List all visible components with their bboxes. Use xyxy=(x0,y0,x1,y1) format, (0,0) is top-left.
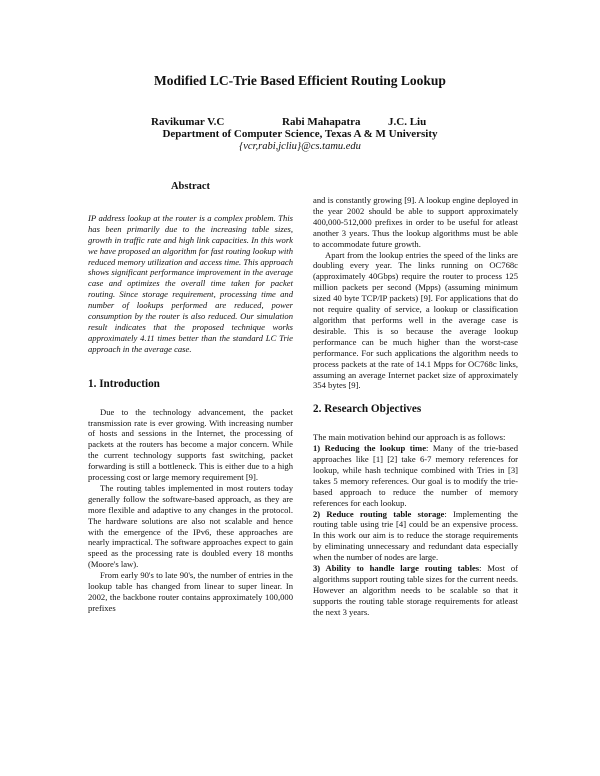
introduction-heading: 1. Introduction xyxy=(88,377,160,390)
intro-paragraph: Due to the technology advancement, the packet transmission rate is ever growing. With increasing number of hosts and sessions in the Internet, the processing of packets at the routers has become a major concern. While the current technology supports fast switching, packet forwarding is still a bottleneck. This is either due to a high processing cost or large memory requirement [9]. xyxy=(88,406,293,483)
paper-title: Modified LC-Trie Based Efficient Routing Lookup xyxy=(154,73,446,88)
objective-item xyxy=(313,443,518,508)
objective-label: 1) Reducing the lookup time xyxy=(313,443,427,454)
body-paragraph: Apart from the lookup entries the speed of the links are doubling every year. The links running on OC768c (approximately 40Gbps) require the router to process 125 million packets per second (Mpps) (assuming minimum sized 40 byte TCP/IP packets) [9]. For applications that do not require quality of service, a lookup or classification algorithm that performs well in the average case is desirable. This is so because the average lookup performance can be much higher than the worst-case performance. For such applications the algorithm needs to process packets at the rate of 14.1 Mpps for OC768c links, assuming an average Internet packet size of approximately 354 bytes [9]. xyxy=(313,249,518,391)
author-name: J.C. Liu xyxy=(388,116,427,128)
objective-label: 3) Ability to handle large routing tables xyxy=(313,563,480,574)
intro-paragraph: From early 90's to late 90's, the number of entries in the lookup table has changed from linear to super linear. In 2002, the backbone router contains approximately 100,000 prefixes xyxy=(88,570,293,613)
body-paragraph: and is constantly growing [9]. A lookup engine deployed in the year 2002 should be able to support approximately 400,000-512,000 prefixes in order to be useful for atleast another 3 years. Thus the lookup algorithms must be able to accommodate future growth. xyxy=(313,195,518,249)
research-objectives-heading: 2. Research Objectives xyxy=(313,403,422,416)
affiliation: Department of Computer Science, Texas A & M University xyxy=(162,128,438,140)
abstract-heading: Abstract xyxy=(170,181,211,192)
objectives-intro: The main motivation behind our approach is as follows: xyxy=(313,432,506,443)
author-name: Rabi Mahapatra xyxy=(282,116,361,128)
objective-item xyxy=(313,563,518,618)
author-name: Ravikumar V.C xyxy=(151,116,225,128)
objective-text: : Many of the trie-based approaches like [1] [2] take 6-7 memory references for lookup, while hash technique combined with Tries in [3] takes 5 memory references. Our goal is to modify the trie-based approach to reduce the number of memory references for each lookup. xyxy=(313,443,518,508)
author-email: {vcr,rabi,jcliu}@cs.tamu.edu xyxy=(239,141,361,152)
objective-label: 2) Reduce routing table storage xyxy=(313,508,445,519)
objective-text: : Implementing the routing table using trie [4] could be an expensive process. In this work our aim is to reduce the storage requirements by eliminating unnecessary and redundant data especially when the number of nodes are large. xyxy=(313,508,518,563)
abstract-text: IP address lookup at the router is a complex problem. This has been primarily due to the increasing table sizes, growth in traffic rate and high link capacities. In this work we have proposed an algorithm for fast routing lookup with reduced memory utilization and access time. This approach shows significant performance improvement in the average case and optimizes the overall time taken for packet routing. Since storage requirement, processing time and number of lookups performed are reduced, power consumption by the router is also reduced. Our simulation result indicates that the proposed technique works approximately 4.11 times better than the standard LC Trie approach in the average case. xyxy=(88,212,293,354)
intro-paragraph: The routing tables implemented in most routers today generally follow the software-based approach, as they are more flexible and adaptive to any changes in the protocol. The hardware solutions are also not scalable and hence with the emergence of the IPv6, these approaches are nearly impractical. The software approaches expect to gain speed as the processing rate is doubled every 18 months (Moore's law). xyxy=(88,482,293,570)
left-column xyxy=(88,182,293,614)
objective-item xyxy=(313,509,518,564)
objective-text: : Most of algorithms support routing table sizes for the current needs. However an algorithm needs to be scalable so that it supports the routing table storage requirements for atleast the next 3 years. xyxy=(313,563,518,617)
right-column xyxy=(313,195,518,618)
